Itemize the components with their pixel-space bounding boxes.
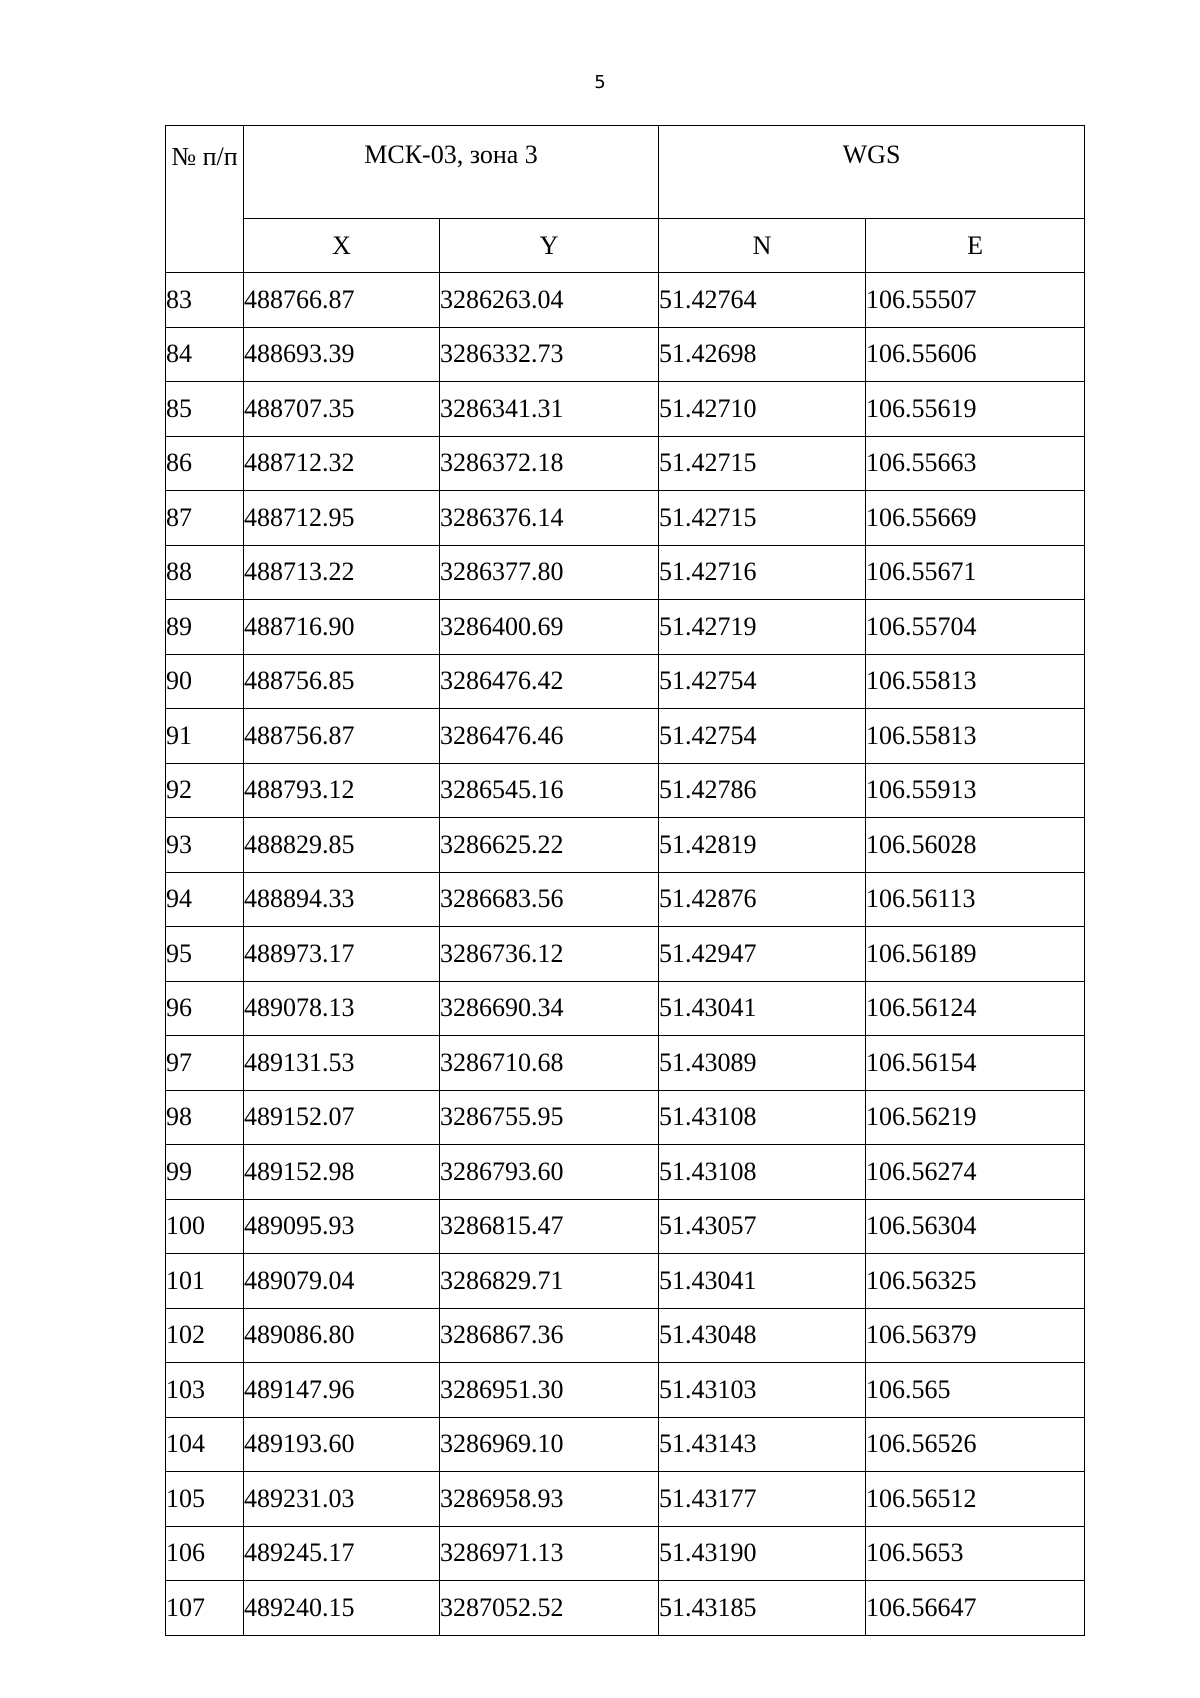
table-row [166, 709, 1085, 764]
cell-number: 103 [166, 1363, 244, 1418]
cell-e: 106.55619 [866, 382, 1085, 437]
table-row [166, 1090, 1085, 1145]
table-row [166, 1363, 1085, 1418]
cell-number: 96 [166, 981, 244, 1036]
cell-x: 489086.80 [244, 1308, 440, 1363]
cell-x: 488973.17 [244, 927, 440, 982]
cell-number: 102 [166, 1308, 244, 1363]
table-row [166, 1526, 1085, 1581]
cell-number: 93 [166, 818, 244, 873]
cell-n: 51.42698 [659, 327, 866, 382]
table-row [166, 436, 1085, 491]
cell-y: 3286683.56 [440, 872, 659, 927]
cell-y: 3286476.46 [440, 709, 659, 764]
cell-y: 3286372.18 [440, 436, 659, 491]
cell-y: 3286263.04 [440, 273, 659, 328]
cell-n: 51.43089 [659, 1036, 866, 1091]
cell-e: 106.5653 [866, 1526, 1085, 1581]
header-y: Y [440, 219, 659, 273]
cell-x: 488793.12 [244, 763, 440, 818]
cell-n: 51.43041 [659, 1254, 866, 1309]
cell-e: 106.55813 [866, 709, 1085, 764]
cell-x: 488716.90 [244, 600, 440, 655]
cell-x: 488707.35 [244, 382, 440, 437]
cell-number: 98 [166, 1090, 244, 1145]
cell-number: 89 [166, 600, 244, 655]
cell-y: 3286710.68 [440, 1036, 659, 1091]
cell-y: 3286867.36 [440, 1308, 659, 1363]
table-row [166, 763, 1085, 818]
cell-n: 51.43177 [659, 1472, 866, 1527]
cell-e: 106.56189 [866, 927, 1085, 982]
cell-x: 489152.98 [244, 1145, 440, 1200]
cell-number: 105 [166, 1472, 244, 1527]
cell-n: 51.43041 [659, 981, 866, 1036]
cell-x: 488766.87 [244, 273, 440, 328]
cell-e: 106.55704 [866, 600, 1085, 655]
header-group-msk: МСК-03, зона 3 [244, 126, 659, 219]
cell-x: 488894.33 [244, 872, 440, 927]
cell-e: 106.56124 [866, 981, 1085, 1036]
table-row [166, 1254, 1085, 1309]
cell-y: 3286690.34 [440, 981, 659, 1036]
cell-number: 85 [166, 382, 244, 437]
cell-x: 488712.95 [244, 491, 440, 546]
cell-n: 51.42716 [659, 545, 866, 600]
header-n: N [659, 219, 866, 273]
cell-y: 3286377.80 [440, 545, 659, 600]
cell-e: 106.56219 [866, 1090, 1085, 1145]
cell-y: 3287052.52 [440, 1581, 659, 1636]
cell-n: 51.42710 [659, 382, 866, 437]
cell-number: 94 [166, 872, 244, 927]
table-row [166, 981, 1085, 1036]
table-row [166, 1145, 1085, 1200]
cell-x: 488829.85 [244, 818, 440, 873]
table-row [166, 600, 1085, 655]
table-row [166, 327, 1085, 382]
cell-x: 489240.15 [244, 1581, 440, 1636]
cell-n: 51.42819 [659, 818, 866, 873]
cell-e: 106.56526 [866, 1417, 1085, 1472]
cell-n: 51.42764 [659, 273, 866, 328]
cell-e: 106.55606 [866, 327, 1085, 382]
cell-e: 106.565 [866, 1363, 1085, 1418]
cell-e: 106.56113 [866, 872, 1085, 927]
cell-number: 90 [166, 654, 244, 709]
cell-x: 489193.60 [244, 1417, 440, 1472]
cell-e: 106.55913 [866, 763, 1085, 818]
cell-e: 106.56154 [866, 1036, 1085, 1091]
cell-n: 51.43185 [659, 1581, 866, 1636]
cell-x: 488712.32 [244, 436, 440, 491]
cell-number: 88 [166, 545, 244, 600]
cell-number: 97 [166, 1036, 244, 1091]
cell-x: 489231.03 [244, 1472, 440, 1527]
cell-e: 106.56325 [866, 1254, 1085, 1309]
table-row [166, 1036, 1085, 1091]
table-row [166, 927, 1085, 982]
cell-y: 3286341.31 [440, 382, 659, 437]
cell-n: 51.43057 [659, 1199, 866, 1254]
cell-e: 106.56304 [866, 1199, 1085, 1254]
cell-n: 51.43103 [659, 1363, 866, 1418]
cell-number: 86 [166, 436, 244, 491]
cell-number: 100 [166, 1199, 244, 1254]
cell-x: 488756.85 [244, 654, 440, 709]
cell-x: 489095.93 [244, 1199, 440, 1254]
cell-y: 3286476.42 [440, 654, 659, 709]
cell-number: 107 [166, 1581, 244, 1636]
cell-number: 84 [166, 327, 244, 382]
cell-number: 99 [166, 1145, 244, 1200]
table-row [166, 491, 1085, 546]
cell-y: 3286376.14 [440, 491, 659, 546]
header-group-wgs: WGS [659, 126, 1085, 219]
cell-x: 488756.87 [244, 709, 440, 764]
cell-n: 51.43108 [659, 1090, 866, 1145]
cell-number: 106 [166, 1526, 244, 1581]
cell-number: 104 [166, 1417, 244, 1472]
coordinates-table [165, 125, 1085, 1636]
cell-x: 489079.04 [244, 1254, 440, 1309]
table-row [166, 1417, 1085, 1472]
cell-x: 489245.17 [244, 1526, 440, 1581]
cell-y: 3286958.93 [440, 1472, 659, 1527]
table-row [166, 273, 1085, 328]
cell-n: 51.42786 [659, 763, 866, 818]
cell-e: 106.55669 [866, 491, 1085, 546]
cell-y: 3286736.12 [440, 927, 659, 982]
cell-y: 3286815.47 [440, 1199, 659, 1254]
table-row [166, 818, 1085, 873]
cell-y: 3286545.16 [440, 763, 659, 818]
header-e: E [866, 219, 1085, 273]
cell-number: 91 [166, 709, 244, 764]
cell-e: 106.55663 [866, 436, 1085, 491]
cell-x: 489131.53 [244, 1036, 440, 1091]
table-row [166, 872, 1085, 927]
cell-e: 106.55507 [866, 273, 1085, 328]
cell-y: 3286400.69 [440, 600, 659, 655]
cell-e: 106.56512 [866, 1472, 1085, 1527]
cell-y: 3286829.71 [440, 1254, 659, 1309]
cell-n: 51.42715 [659, 436, 866, 491]
cell-x: 488713.22 [244, 545, 440, 600]
cell-n: 51.42876 [659, 872, 866, 927]
cell-number: 83 [166, 273, 244, 328]
cell-n: 51.42715 [659, 491, 866, 546]
cell-n: 51.42947 [659, 927, 866, 982]
cell-number: 87 [166, 491, 244, 546]
table-row [166, 1581, 1085, 1636]
cell-number: 92 [166, 763, 244, 818]
cell-x: 489147.96 [244, 1363, 440, 1418]
table-row [166, 1472, 1085, 1527]
table-row [166, 382, 1085, 437]
page-number: 5 [594, 72, 606, 93]
cell-e: 106.56274 [866, 1145, 1085, 1200]
cell-n: 51.43143 [659, 1417, 866, 1472]
table-row [166, 545, 1085, 600]
cell-e: 106.56028 [866, 818, 1085, 873]
cell-number: 95 [166, 927, 244, 982]
cell-e: 106.55671 [866, 545, 1085, 600]
cell-n: 51.43048 [659, 1308, 866, 1363]
cell-number: 101 [166, 1254, 244, 1309]
cell-y: 3286971.13 [440, 1526, 659, 1581]
cell-n: 51.42754 [659, 709, 866, 764]
table-row [166, 1199, 1085, 1254]
cell-x: 488693.39 [244, 327, 440, 382]
cell-n: 51.43108 [659, 1145, 866, 1200]
table-row [166, 1308, 1085, 1363]
cell-n: 51.43190 [659, 1526, 866, 1581]
cell-y: 3286625.22 [440, 818, 659, 873]
cell-x: 489152.07 [244, 1090, 440, 1145]
header-x: X [244, 219, 440, 273]
cell-n: 51.42719 [659, 600, 866, 655]
cell-e: 106.56379 [866, 1308, 1085, 1363]
cell-y: 3286793.60 [440, 1145, 659, 1200]
cell-e: 106.56647 [866, 1581, 1085, 1636]
cell-y: 3286969.10 [440, 1417, 659, 1472]
cell-n: 51.42754 [659, 654, 866, 709]
cell-y: 3286951.30 [440, 1363, 659, 1418]
cell-x: 489078.13 [244, 981, 440, 1036]
table-row [166, 654, 1085, 709]
cell-y: 3286755.95 [440, 1090, 659, 1145]
header-row-number: № п/п [166, 126, 244, 273]
cell-e: 106.55813 [866, 654, 1085, 709]
cell-y: 3286332.73 [440, 327, 659, 382]
